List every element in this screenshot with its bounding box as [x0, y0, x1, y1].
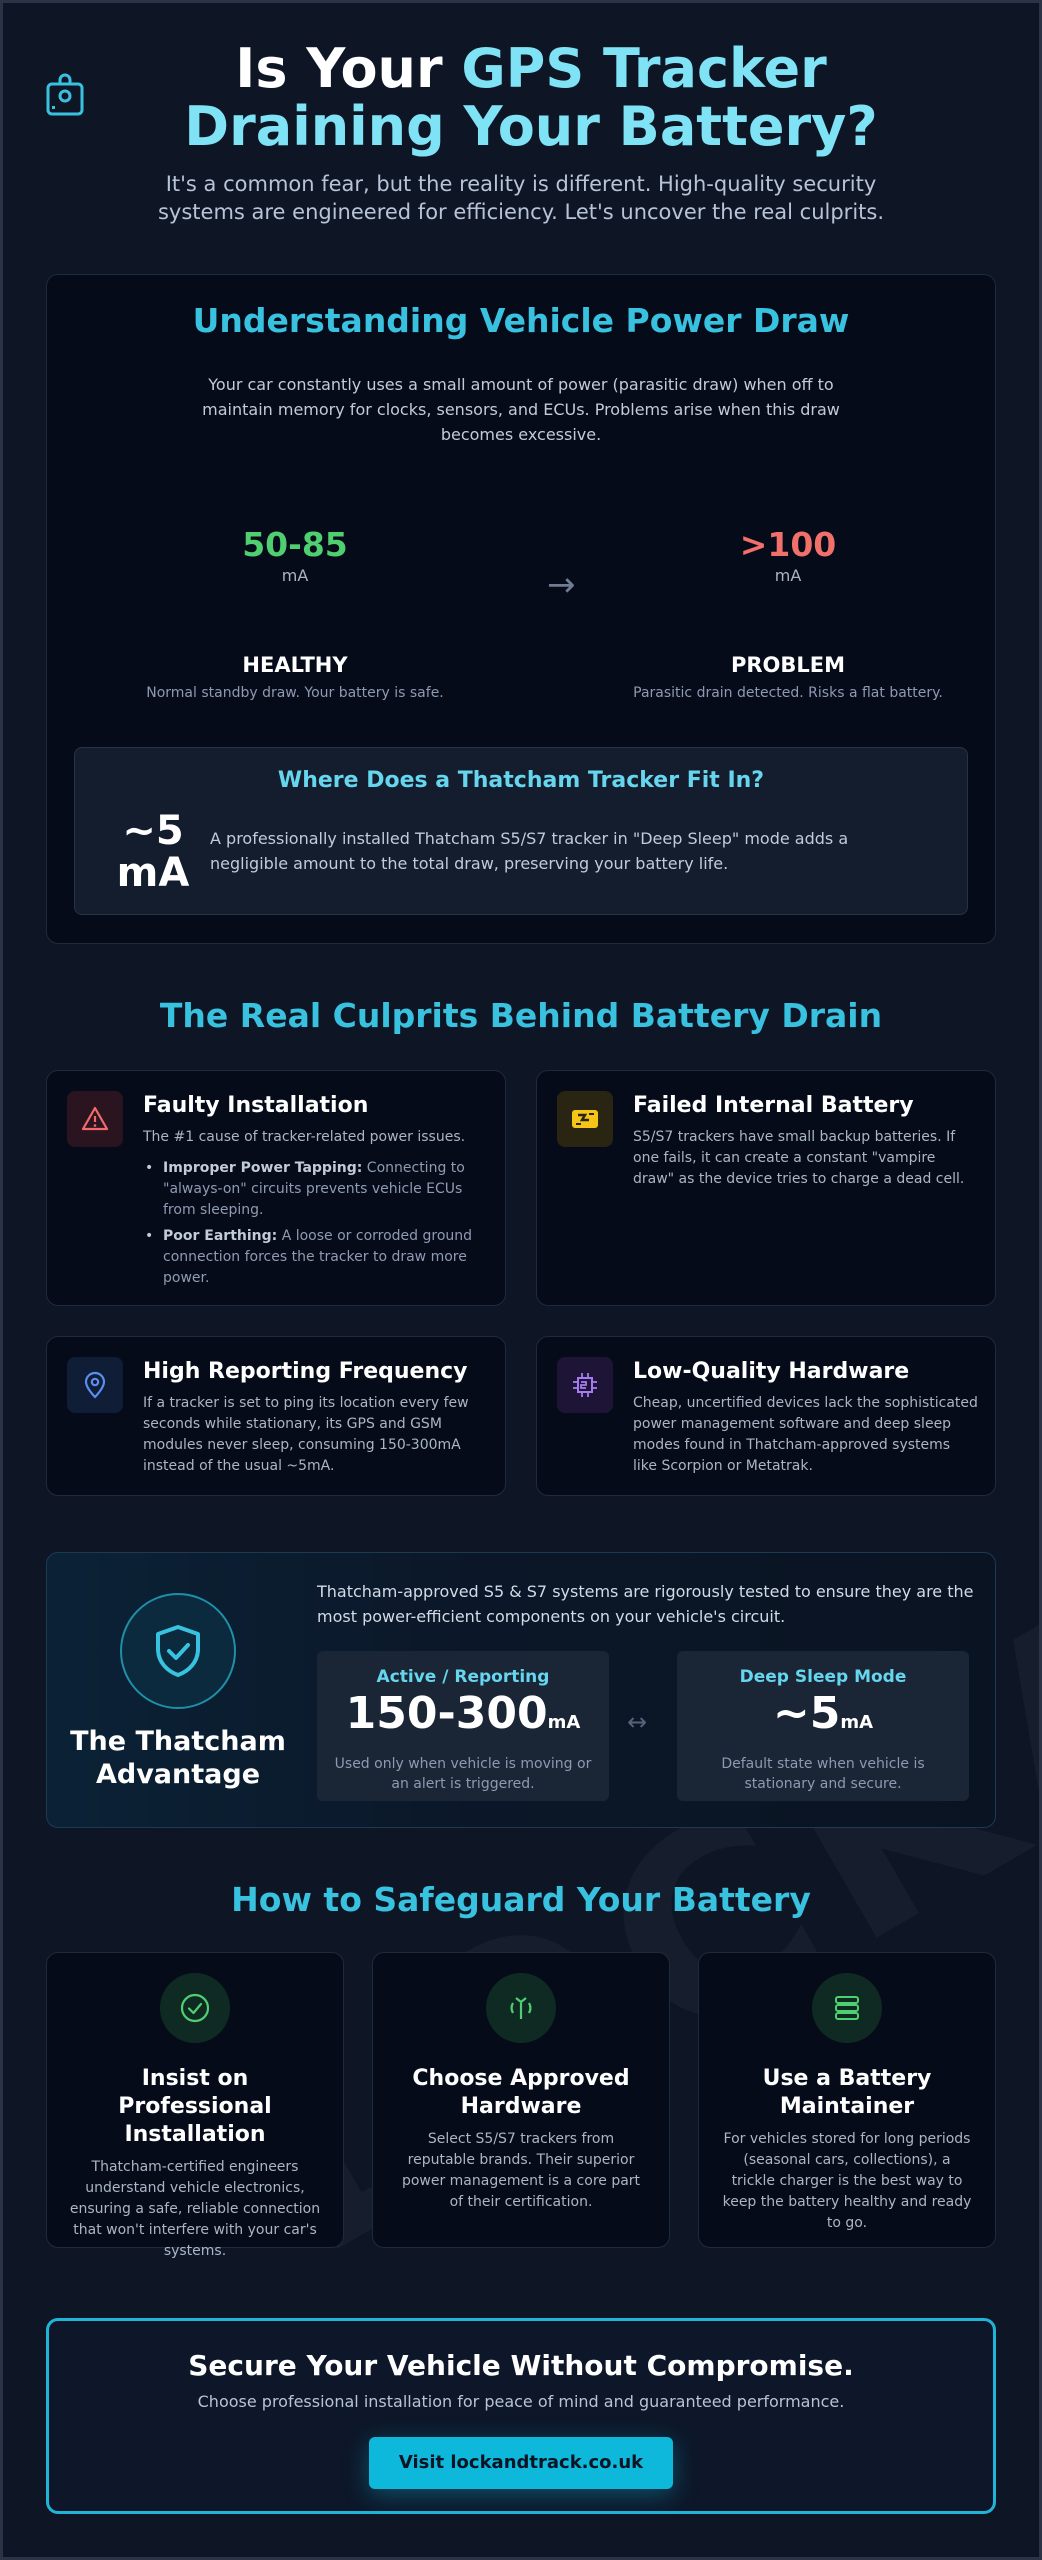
sleep-mode-desc: Default state when vehicle is stationary and secure.	[721, 1756, 925, 1792]
antenna-icon	[486, 1973, 556, 2043]
safeguard-card-text: Thatcham-certified engineers understand vehicle electronics, ensuring a safe, reliable connection that won't interfere with your car's systems.	[69, 2159, 321, 2259]
check-circle-icon	[160, 1973, 230, 2043]
tracker-fit-title: Where Does a Thatcham Tracker Fit In?	[277, 768, 765, 793]
culprit-bullet: • Poor Earthing: A loose or corroded ground connection forces the tracker to draw more power.	[143, 1226, 488, 1289]
culprit-text: The #1 cause of tracker-related power issues.	[143, 1129, 466, 1145]
safeguard-card-title: Use a Battery Maintainer	[762, 2066, 932, 2119]
double-arrow-icon: ↔	[627, 1708, 648, 1736]
culprit-card	[536, 1336, 996, 1496]
culprit-card	[536, 1070, 996, 1306]
problem-label: PROBLEM	[730, 653, 846, 677]
advantage-intro: Thatcham-approved S5 & S7 systems are rigorously tested to ensure they are the most power-efficient components on your vehicle's circuit.	[317, 1582, 974, 1626]
problem-stat	[588, 525, 988, 701]
cta-panel	[46, 2318, 996, 2514]
healthy-desc: Normal standby draw. Your battery is safe.	[146, 685, 444, 701]
cta-text: Choose professional installation for peace of mind and guaranteed performance.	[197, 2392, 845, 2411]
culprit-title: Faulty Installation	[143, 1093, 369, 1118]
battery-stack-icon	[812, 1973, 882, 2043]
safeguard-card	[698, 1952, 996, 2248]
battery-warning-icon	[557, 1091, 613, 1147]
active-mode-desc: Used only when vehicle is moving or an alert is triggered.	[334, 1756, 592, 1792]
cta-title: Secure Your Vehicle Without Compromise.	[188, 2349, 854, 2382]
warning-triangle-icon	[67, 1091, 123, 1147]
safeguard-card-title: Choose Approved Hardware	[412, 2066, 630, 2119]
safeguard-card	[46, 1952, 344, 2259]
page-subtitle: It's a common fear, but the reality is different. High-quality security systems are engineered for efficiency. Let's uncover the real culprits.	[157, 172, 885, 224]
safeguard-title: How to Safeguard Your Battery	[231, 1880, 811, 1919]
shield-check-icon	[120, 1593, 236, 1709]
safeguard-card-title: Insist on Professional Installation	[118, 2066, 272, 2147]
safeguard-card-text: Select S5/S7 trackers from reputable brands. Their superior power management is a core part of their certification.	[401, 2131, 641, 2210]
page-title: Is Your GPS Tracker Draining Your Battery?	[184, 37, 878, 158]
problem-desc: Parasitic drain detected. Risks a flat battery.	[633, 685, 943, 701]
location-pin-icon	[67, 1357, 123, 1413]
section-title: Understanding Vehicle Power Draw	[192, 301, 850, 340]
active-mode-title: Active / Reporting	[376, 1667, 550, 1687]
culprit-text: If a tracker is set to ping its location every few seconds while stationary, its GPS and GSM modules never sleep, consuming 150-300mA instead of the usual ~5mA.	[143, 1395, 469, 1474]
sleep-mode-title: Deep Sleep Mode	[739, 1667, 907, 1687]
culprit-text: Cheap, uncertified devices lack the sophisticated power management software and deep sleep modes found in Thatcham-approved systems like Scorpion or Metatrak.	[633, 1395, 978, 1474]
arrow-right-icon: →	[547, 565, 576, 605]
culprit-title: High Reporting Frequency	[143, 1359, 468, 1384]
advantage-title: The Thatcham Advantage	[70, 1726, 286, 1790]
power-draw-section	[46, 274, 996, 944]
thatcham-advantage-section	[46, 1552, 996, 1828]
active-mode-panel	[317, 1651, 609, 1801]
healthy-unit: mA	[281, 566, 309, 585]
hero	[0, 37, 1042, 226]
problem-value: >100	[739, 525, 837, 564]
tracker-fit-text: A professionally installed Thatcham S5/S7 tracker in "Deep Sleep" mode adds a negligible amount to the total draw, preserving your battery life.	[210, 829, 849, 873]
safeguard-card	[372, 1952, 670, 2248]
culprit-text: S5/S7 trackers have small backup batteries. If one fails, it can create a constant "vampire draw" as the device tries to charge a dead cell.	[633, 1129, 965, 1187]
healthy-stat	[95, 525, 495, 701]
sleep-mode-panel	[677, 1651, 969, 1801]
culprit-card	[46, 1070, 506, 1306]
tracker-fit-panel	[74, 747, 968, 915]
chip-icon	[557, 1357, 613, 1413]
visit-website-button[interactable]: Visit lockandtrack.co.uk	[369, 2437, 673, 2489]
tracker-draw-value: ~5 mA	[116, 808, 190, 896]
power-draw-intro: Your car constantly uses a small amount of power (parasitic draw) when off to maintain memory for clocks, sensors, and ECUs. Problems arise when this draw becomes excessive.	[202, 375, 840, 444]
problem-unit: mA	[774, 566, 802, 585]
healthy-value: 50-85	[242, 525, 348, 564]
culprit-bullet: • Improper Power Tapping: Connecting to "always-on" circuits prevents vehicle ECUs from sleeping.	[143, 1158, 488, 1221]
sleep-mode-value: ~5mA	[772, 1688, 874, 1739]
culprit-title: Low-Quality Hardware	[633, 1359, 910, 1384]
culprits-title: The Real Culprits Behind Battery Drain	[159, 996, 883, 1035]
safeguard-card-text: For vehicles stored for long periods (seasonal cars, collections), a trickle charger is the best way to keep the battery healthy and ready to go.	[722, 2131, 972, 2231]
healthy-label: HEALTHY	[242, 653, 348, 677]
active-mode-value: 150-300mA	[345, 1688, 581, 1739]
culprit-title: Failed Internal Battery	[633, 1093, 914, 1118]
culprit-card	[46, 1336, 506, 1496]
